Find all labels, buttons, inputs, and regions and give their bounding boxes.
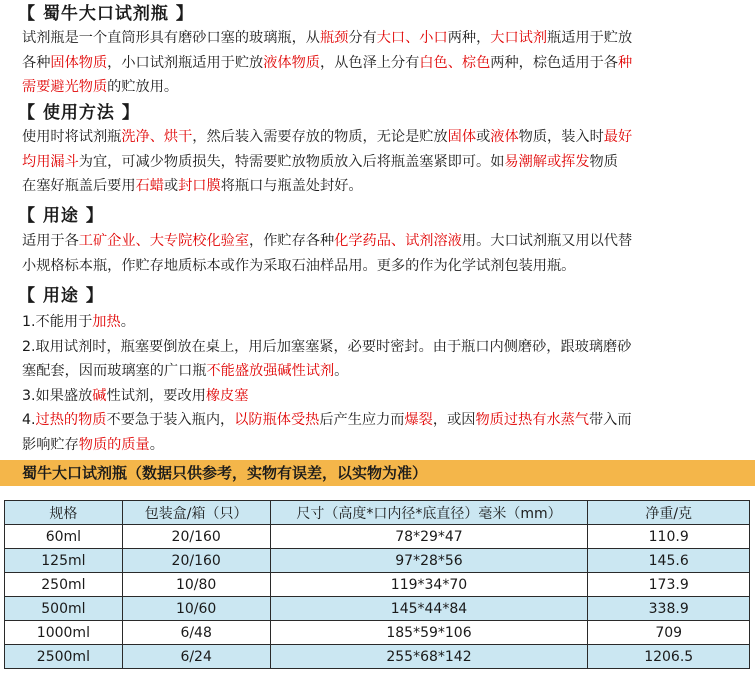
table-row [5, 645, 750, 669]
text-run: 试剂瓶是一个直筒形具有磨砂口塞的玻璃瓶，从 [22, 30, 320, 46]
text-run: 物质，装入时 [518, 129, 604, 145]
highlight-text: 碱 [92, 387, 107, 404]
header-spec: 规格 [5, 501, 123, 525]
text-run: 1.不能用于 [22, 314, 93, 330]
highlight-text: 物质过热有水蒸气 [475, 412, 589, 428]
cell-weight: 173.9 [588, 573, 750, 597]
text-run: 或 [476, 129, 491, 145]
section-title-product: 【 蜀牛大口试剂瓶 】 [18, 4, 194, 24]
highlight-text: 大口、小口 [376, 30, 448, 46]
highlight-text: 白色、棕色 [419, 54, 491, 71]
text-run: 。 [120, 314, 135, 330]
cell-dimensions: 97*28*56 [270, 549, 588, 573]
text-line [22, 125, 742, 150]
text-line [22, 229, 742, 254]
cell-weight: 338.9 [588, 597, 750, 621]
highlight-text: 不能盛放强碱性试剂 [206, 363, 335, 379]
cell-packing: 6/24 [122, 645, 270, 669]
text-line [22, 384, 742, 409]
section-title-usage: 【 使用方法 】 [18, 103, 140, 123]
text-run: 塞配套，因而玻璃塞的广口瓶 [22, 363, 207, 379]
text-run: 。 [149, 436, 164, 453]
text-line [22, 359, 742, 384]
table-row [5, 525, 750, 549]
text-run: 物质 [589, 153, 618, 170]
text-run: 小规格标本瓶，作贮存地质标本或作为采取石油样品用。更多的作为化学试剂包装用瓶。 [22, 257, 576, 274]
highlight-text: 固体 [447, 129, 477, 145]
text-run: 瓶适用于贮放 [547, 30, 633, 46]
text-run: 使用时将试剂瓶 [22, 129, 122, 145]
cell-dimensions: 255*68*142 [270, 645, 588, 669]
cell-packing: 10/80 [122, 573, 270, 597]
highlight-text: 过热的物质 [35, 412, 107, 428]
cell-spec: 125ml [5, 549, 123, 573]
section-title-notes: 【 用途 】 [18, 286, 104, 306]
text-run: 3.如果盛放 [22, 387, 93, 404]
highlight-text: 固体物质 [50, 54, 108, 71]
text-line [22, 310, 742, 335]
text-run: 不要急于装入瓶内， [106, 412, 235, 428]
paragraph-usage [22, 125, 742, 199]
text-run: 分有 [348, 30, 377, 46]
cell-packing: 6/48 [122, 621, 270, 645]
paragraph-description [22, 26, 742, 100]
table-header-row [5, 501, 750, 525]
text-line [22, 26, 742, 51]
header-packing: 包装盒/箱（只） [122, 501, 270, 525]
text-run: 的贮放用。 [107, 79, 179, 95]
text-run: 将瓶口与瓶盖处封好。 [220, 178, 363, 194]
highlight-text: 均用漏斗 [22, 153, 79, 170]
text-run: ，从色泽上分有 [320, 54, 420, 71]
text-run: 为宜，可减少物质损失，特需要贮放物质放入后将瓶盖塞紧即可。如 [78, 153, 505, 170]
header-dimensions: 尺寸（高度*口内径*底直径）毫米（mm） [270, 501, 588, 525]
highlight-text: 大口试剂 [490, 30, 548, 46]
cell-spec: 500ml [5, 597, 123, 621]
text-run: 4. [22, 412, 36, 428]
text-run: ，作贮存各种 [249, 233, 335, 249]
cell-weight: 145.6 [588, 549, 750, 573]
highlight-text: 爆裂 [404, 412, 433, 428]
text-run: ，小口试剂瓶适用于贮放 [107, 54, 264, 71]
text-line [22, 51, 742, 76]
cell-dimensions: 185*59*106 [270, 621, 588, 645]
paragraph-application [22, 229, 742, 278]
spec-table [4, 500, 750, 669]
cell-dimensions: 78*29*47 [270, 525, 588, 549]
text-run: 性试剂，要改用 [106, 387, 206, 404]
text-line [22, 254, 742, 279]
text-run: 两种，棕色适用于各 [490, 54, 618, 71]
text-run: 两种， [447, 30, 491, 46]
header-weight: 净重/克 [588, 501, 750, 525]
highlight-text: 最好 [603, 129, 633, 145]
cell-packing: 10/60 [122, 597, 270, 621]
cell-dimensions: 145*44*84 [270, 597, 588, 621]
cell-dimensions: 119*34*70 [270, 573, 588, 597]
text-run: 或 [163, 178, 179, 194]
text-run: ，然后装入需要存放的物质，无论是贮放 [192, 129, 448, 145]
text-run: 在塞好瓶盖后要用 [22, 178, 136, 194]
cell-weight: 1206.5 [588, 645, 750, 669]
highlight-text: 洗净、烘干 [121, 129, 193, 145]
text-line [22, 433, 742, 458]
text-line [22, 335, 742, 360]
table-row [5, 621, 750, 645]
spec-banner [0, 460, 755, 486]
highlight-text: 封口膜 [178, 178, 221, 194]
text-run: 。 [334, 363, 349, 379]
text-run: 适用于各 [22, 233, 79, 249]
cell-weight: 709 [588, 621, 750, 645]
text-line [22, 408, 742, 433]
text-run: ，或因 [432, 412, 476, 428]
text-run: 后产生应力而 [319, 412, 405, 428]
text-run: 用。大口试剂瓶又用以代替 [461, 233, 633, 249]
table-row [5, 549, 750, 573]
cell-spec: 60ml [5, 525, 123, 549]
text-run: 影响贮存 [22, 436, 79, 453]
cell-spec: 2500ml [5, 645, 123, 669]
highlight-text: 液体 [490, 129, 519, 145]
highlight-text: 橡皮塞 [205, 387, 249, 404]
highlight-text: 液体物质 [263, 54, 320, 71]
table-row [5, 597, 750, 621]
highlight-text: 种 [617, 54, 633, 71]
highlight-text: 瓶颈 [319, 30, 349, 46]
text-line [22, 150, 742, 175]
cell-packing: 20/160 [122, 549, 270, 573]
text-run: 带入而 [588, 412, 632, 428]
paragraph-notes [22, 310, 742, 457]
cell-weight: 110.9 [588, 525, 750, 549]
highlight-text: 石蜡 [135, 178, 164, 194]
text-run: 各种 [22, 54, 51, 71]
cell-spec: 250ml [5, 573, 123, 597]
highlight-text: 工矿企业、大专院校化验室 [78, 233, 250, 249]
highlight-text: 物质的质量 [78, 436, 150, 453]
section-title-application: 【 用途 】 [18, 206, 104, 226]
cell-packing: 20/160 [122, 525, 270, 549]
table-row [5, 573, 750, 597]
text-line [22, 174, 742, 199]
text-line [22, 75, 742, 100]
text-run: 2.取用试剂时，瓶塞要倒放在桌上，用后加塞塞紧，必要时密封。由于瓶口内侧磨砂，跟玻璃磨砂 [22, 338, 632, 355]
highlight-text: 加热 [92, 314, 121, 330]
highlight-text: 以防瓶体受热 [234, 412, 320, 428]
highlight-text: 需要避光物质 [22, 79, 108, 95]
cell-spec: 1000ml [5, 621, 123, 645]
highlight-text: 化学药品、试剂溶液 [334, 233, 462, 249]
spec-banner-text: 蜀牛大口试剂瓶（数据只供参考，实物有误差，以实物为准） [22, 464, 428, 482]
highlight-text: 易潮解或挥发 [504, 153, 590, 170]
